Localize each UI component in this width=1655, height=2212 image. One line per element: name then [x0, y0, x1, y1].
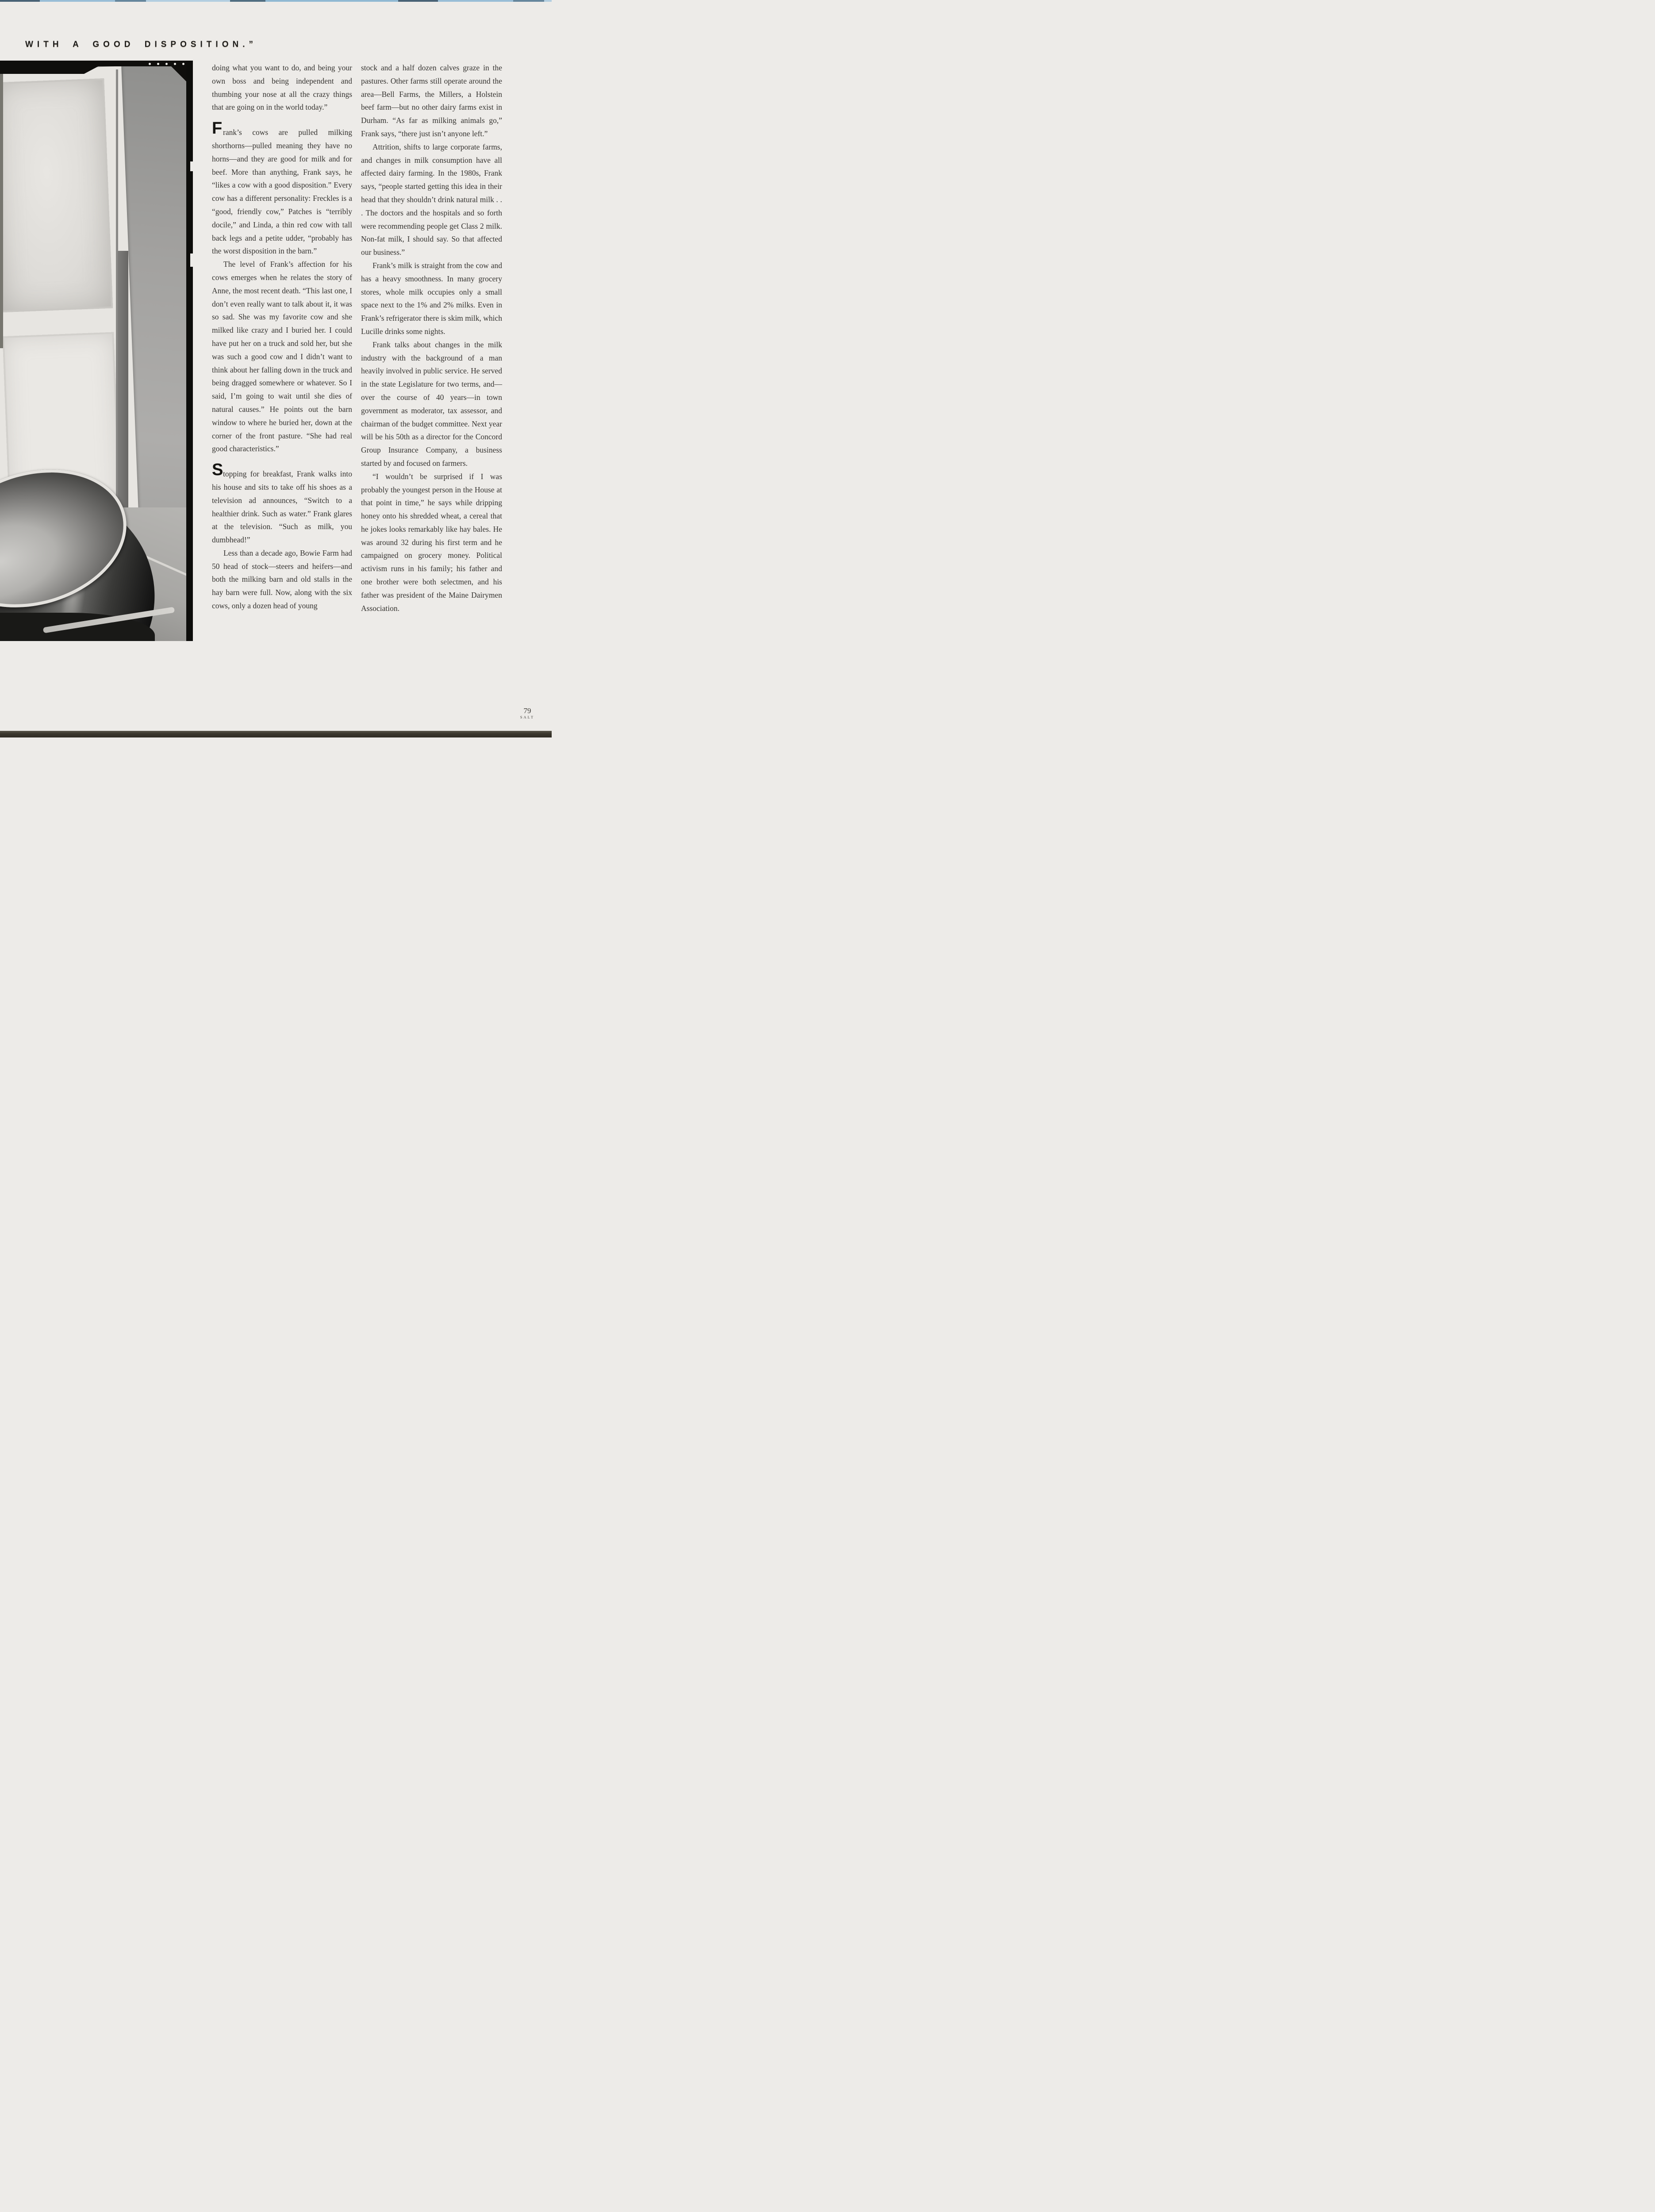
film-dot — [149, 63, 151, 65]
film-sprocket-dots — [149, 63, 184, 65]
scan-edge-top — [0, 0, 552, 2]
paragraph-with-initial — [212, 461, 352, 547]
page-footer — [511, 707, 543, 719]
photo-right-border — [186, 61, 193, 641]
film-dot — [165, 63, 168, 65]
paragraph: Frank talks about changes in the milk industry with the background of a man heavily involved in public service. He served in the state Legislature for two terms, and—over the course of 40 years—in town government as moderator, tax assessor, and chairman of the budget committee. Next year will be his 50th as a director for the Concord Group Insurance Company, a business started by and focused on farmers. — [361, 340, 502, 468]
paragraph: The level of Frank’s affection for his cows emerges when he relates the story of Anne, the most recent death. “This last one, I don’t even really want to talk about it, it was so sad. She was my favorite cow and she milked like crazy and I buried her. I could have put her on a truck and sold her, but she was such a good cow and I didn’t want to think about her falling down in the truck and being dragged somewhere or whatever. So I said, I’m going to wait until she dies of natural causes.” He points out the barn window to where he buried her, down at the corner of the front pasture. “She had real good characteristics.” — [212, 260, 352, 453]
initial-cap: S — [212, 461, 223, 480]
paragraph: Less than a decade ago, Bowie Farm had 50 head of stock—steers and heifers—and both the milking barn and old stalls in the hay barn were full. Now, along with the six cows, only a dozen head of young — [212, 548, 352, 611]
photo-window-upper-sash — [0, 78, 113, 312]
kitchen-window-photo — [0, 61, 193, 641]
article-column-1 — [212, 61, 352, 613]
scan-edge-bottom — [0, 731, 552, 737]
film-dot — [174, 63, 176, 65]
page-number: 79 — [523, 707, 531, 715]
initial-cap-box — [212, 119, 223, 138]
film-dot — [157, 63, 159, 65]
paragraph-with-initial — [212, 119, 352, 258]
magazine-name: SALT — [520, 715, 535, 719]
initial-cap: F — [212, 119, 223, 138]
initial-cap-box — [212, 461, 223, 480]
paragraph-text: rank’s cows are pulled milking shorthorns—pulled meaning they have no horns—and they are good for milk and for beef. More than anything, Frank says, he “likes a cow with a good disposition.” Every cow has a different personality: Freckles is a “good, friendly cow,” Patches is “terribly docile,” and Linda, a thin red cow with tall back legs and a petite udder, “probably has the worst disposition in the barn.” — [212, 128, 352, 256]
pull-quote-headline: WITH A GOOD DISPOSITION.” — [25, 40, 257, 49]
magazine-page — [0, 0, 552, 737]
paragraph: Attrition, shifts to large corporate farms, and changes in milk consumption have all affected dairy farming. In the 1980s, Frank says, “people started getting this idea in their head that they shouldn’t drink natural milk . . . The doctors and the hospitals and so forth were recommending people get Class 2 milk. Non-fat milk, I should say. So that affected our business.” — [361, 142, 502, 257]
paragraph: stock and a half dozen calves graze in the pastures. Other farms still operate around the area—Bell Farms, the Millers, a Holstein beef farm—but no other dairy farms exist in Durham. “As far as milking animals go,” Frank says, “there just isn’t anyone left.” — [361, 63, 502, 138]
paragraph-text: topping for breakfast, Frank walks into his house and sits to take off his shoes as a television ad announces, “Switch to a healthier drink. Such as water.” Frank glares at the television. “Such as milk, you dumbhead!” — [212, 469, 352, 545]
film-dot — [182, 63, 184, 65]
paragraph: “I wouldn’t be surprised if I was probably the youngest person in the House at that point in time,” he says while dripping honey onto his shredded wheat, a cereal that he jokes looks remarkably like hay bales. He was around 32 during his first term and he campaigned on grocery money. Political activism runs in his family; his father and one brother were both selectmen, and his father was president of the Maine Dairymen Association. — [361, 472, 502, 613]
photo-left-frame-edge — [0, 74, 3, 348]
photo-border-notch — [190, 161, 193, 171]
paragraph: doing what you want to do, and being your own boss and being independent and thumbing your nose at all the crazy things that are going on in the world today.” — [212, 63, 352, 112]
paragraph: Frank’s milk is straight from the cow and has a heavy smoothness. In many grocery stores, whole milk occupies only a small space next to the 1% and 2% milks. Even in Frank’s refrigerator there is skim milk, which Lucille drinks some nights. — [361, 261, 502, 336]
article-column-2 — [361, 61, 502, 615]
photo-border-notch — [190, 253, 193, 267]
